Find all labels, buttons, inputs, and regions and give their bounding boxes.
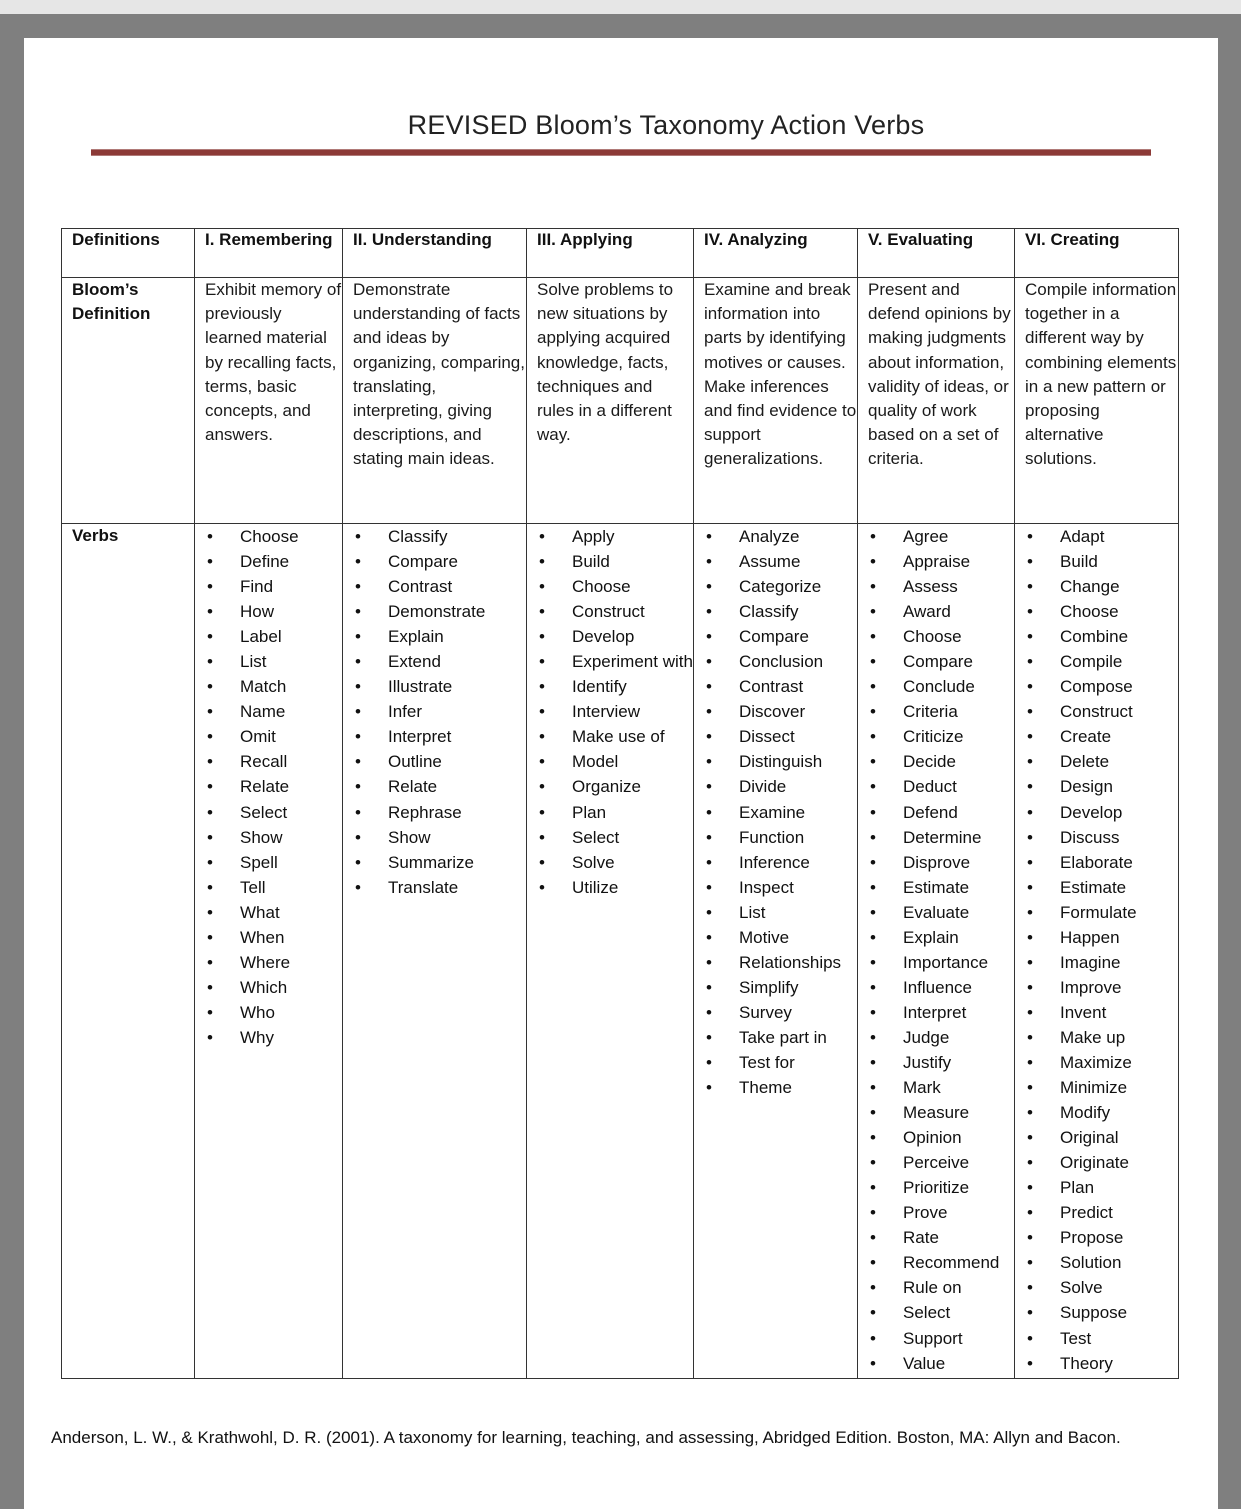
verb-item: • Perceive	[868, 1150, 1014, 1175]
verb-item: • Compare	[704, 624, 857, 649]
verb-item: • Select	[205, 800, 342, 825]
verb-item: • Analyze	[704, 524, 857, 549]
column-header-analyzing: IV. Analyzing	[694, 229, 858, 278]
definition-evaluating: Present and defend opinions by making judgments about information, validity of ideas, or quality of work based on a set of criteria.	[858, 278, 1015, 524]
verb-item: • Interpret	[353, 724, 526, 749]
verb-item: • Inspect	[704, 875, 857, 900]
verb-item: • Discover	[704, 699, 857, 724]
verb-item: • Construct	[537, 599, 693, 624]
verb-item: • Name	[205, 699, 342, 724]
verb-item: • Illustrate	[353, 674, 526, 699]
verb-item: • Original	[1025, 1125, 1178, 1150]
verb-item: • Theory	[1025, 1351, 1178, 1376]
verb-item: • Demonstrate	[353, 599, 526, 624]
verbs-cell-analyzing	[694, 524, 858, 1379]
verb-item: • Select	[868, 1300, 1014, 1325]
verb-item: • Design	[1025, 774, 1178, 799]
verb-item: • Originate	[1025, 1150, 1178, 1175]
verb-item: • Opinion	[868, 1125, 1014, 1150]
definition-creating: Compile information together in a different way by combining elements in a new pattern or proposing alternative solutions.	[1015, 278, 1179, 524]
verb-item: • Plan	[537, 800, 693, 825]
verb-item: • Translate	[353, 875, 526, 900]
definition-row	[62, 278, 1179, 524]
corner-header: Definitions	[62, 229, 195, 278]
verb-item: • Conclude	[868, 674, 1014, 699]
verb-item: • Improve	[1025, 975, 1178, 1000]
verb-item: • Develop	[1025, 800, 1178, 825]
verb-item: • Importance	[868, 950, 1014, 975]
verb-item: • Choose	[868, 624, 1014, 649]
verb-item: • Function	[704, 825, 857, 850]
title-divider	[91, 149, 1151, 156]
verb-item: • Model	[537, 749, 693, 774]
verbs-list-applying	[537, 524, 693, 900]
verb-item: • Evaluate	[868, 900, 1014, 925]
verb-item: • Minimize	[1025, 1075, 1178, 1100]
verb-item: • Choose	[537, 574, 693, 599]
verb-item: • Influence	[868, 975, 1014, 1000]
verb-item: • Survey	[704, 1000, 857, 1025]
verb-item: • Who	[205, 1000, 342, 1025]
verb-item: • Prioritize	[868, 1175, 1014, 1200]
verb-item: • Justify	[868, 1050, 1014, 1075]
verb-item: • Predict	[1025, 1200, 1178, 1225]
definition-understanding: Demonstrate understanding of facts and ideas by organizing, comparing, translating, interpreting, giving descriptions, and stating main ideas.	[343, 278, 527, 524]
verbs-cell-remembering	[195, 524, 343, 1379]
verb-item: • Interview	[537, 699, 693, 724]
verb-item: • Assume	[704, 549, 857, 574]
verb-item: • Show	[205, 825, 342, 850]
verb-item: • Propose	[1025, 1225, 1178, 1250]
verb-item: • Theme	[704, 1075, 857, 1100]
header-row	[62, 229, 1179, 278]
verb-item: • Relate	[353, 774, 526, 799]
verb-item: • Inference	[704, 850, 857, 875]
verb-item: • Summarize	[353, 850, 526, 875]
taxonomy-table	[61, 228, 1179, 1379]
verb-item: • Build	[1025, 549, 1178, 574]
verb-item: • Criteria	[868, 699, 1014, 724]
verb-item: • Suppose	[1025, 1300, 1178, 1325]
verb-item: • Outline	[353, 749, 526, 774]
verb-item: • Delete	[1025, 749, 1178, 774]
verb-item: • Modify	[1025, 1100, 1178, 1125]
verb-item: • Make up	[1025, 1025, 1178, 1050]
column-header-creating: VI. Creating	[1015, 229, 1179, 278]
verb-item: • Identify	[537, 674, 693, 699]
verb-item: • Find	[205, 574, 342, 599]
verbs-list-analyzing	[704, 524, 857, 1100]
verbs-list-creating	[1025, 524, 1178, 1376]
verbs-row	[62, 524, 1179, 1379]
verb-item: • Appraise	[868, 549, 1014, 574]
verb-item: • Invent	[1025, 1000, 1178, 1025]
verbs-list-remembering	[205, 524, 342, 1050]
verb-item: • Defend	[868, 800, 1014, 825]
verb-item: • Test for	[704, 1050, 857, 1075]
verb-item: • List	[205, 649, 342, 674]
verb-item: • Tell	[205, 875, 342, 900]
verb-item: • Plan	[1025, 1175, 1178, 1200]
verb-item: • Create	[1025, 724, 1178, 749]
verb-item: • Divide	[704, 774, 857, 799]
verb-item: • Label	[205, 624, 342, 649]
verb-item: • Explain	[353, 624, 526, 649]
verb-item: • Spell	[205, 850, 342, 875]
verb-item: • Solve	[1025, 1275, 1178, 1300]
verbs-list-evaluating	[868, 524, 1014, 1376]
verb-item: • Adapt	[1025, 524, 1178, 549]
verb-item: • Deduct	[868, 774, 1014, 799]
verb-item: • Show	[353, 825, 526, 850]
verb-item: • Test	[1025, 1326, 1178, 1351]
verb-item: • Dissect	[704, 724, 857, 749]
verb-item: • List	[704, 900, 857, 925]
verb-item: • Infer	[353, 699, 526, 724]
verb-item: • Agree	[868, 524, 1014, 549]
verb-item: • Categorize	[704, 574, 857, 599]
verb-item: • Criticize	[868, 724, 1014, 749]
verb-item: • Compile	[1025, 649, 1178, 674]
verb-item: • Where	[205, 950, 342, 975]
verb-item: • Support	[868, 1326, 1014, 1351]
citation: Anderson, L. W., & Krathwohl, D. R. (2001). A taxonomy for learning, teaching, and assessing, Abridged Edition. Boston, MA: Allyn and Bacon.	[51, 1428, 1121, 1447]
verb-item: • Solve	[537, 850, 693, 875]
verb-item: • Simplify	[704, 975, 857, 1000]
verb-item: • Prove	[868, 1200, 1014, 1225]
verb-item: • Apply	[537, 524, 693, 549]
verb-item: • Formulate	[1025, 900, 1178, 925]
definition-remembering: Exhibit memory of previously learned material by recalling facts, terms, basic concepts, and answers.	[195, 278, 343, 524]
verbs-cell-creating	[1015, 524, 1179, 1379]
column-header-understanding: II. Understanding	[343, 229, 527, 278]
verb-item: • Motive	[704, 925, 857, 950]
verb-item: • Extend	[353, 649, 526, 674]
verb-item: • What	[205, 900, 342, 925]
verb-item: • Rate	[868, 1225, 1014, 1250]
verbs-cell-evaluating	[858, 524, 1015, 1379]
verb-item: • Relationships	[704, 950, 857, 975]
definition-row-label: Bloom’s Definition	[62, 278, 195, 524]
verb-item: • Recommend	[868, 1250, 1014, 1275]
verb-item: • Construct	[1025, 699, 1178, 724]
column-header-applying: III. Applying	[527, 229, 694, 278]
verb-item: • Solution	[1025, 1250, 1178, 1275]
verb-item: • Recall	[205, 749, 342, 774]
viewer-top-bar	[0, 0, 1241, 14]
verb-item: • Value	[868, 1351, 1014, 1376]
verb-item: • Conclusion	[704, 649, 857, 674]
verb-item: • Make use of	[537, 724, 693, 749]
verb-item: • Select	[537, 825, 693, 850]
verb-item: • Contrast	[704, 674, 857, 699]
verb-item: • Compare	[868, 649, 1014, 674]
verb-item: • Develop	[537, 624, 693, 649]
verb-item: • Experiment with	[537, 649, 693, 674]
verb-item: • Choose	[205, 524, 342, 549]
verb-item: • Examine	[704, 800, 857, 825]
verb-item: • Change	[1025, 574, 1178, 599]
verb-item: • Distinguish	[704, 749, 857, 774]
verb-item: • Contrast	[353, 574, 526, 599]
verb-item: • Decide	[868, 749, 1014, 774]
verb-item: • Compose	[1025, 674, 1178, 699]
verb-item: • Determine	[868, 825, 1014, 850]
verbs-cell-applying	[527, 524, 694, 1379]
verb-item: • Why	[205, 1025, 342, 1050]
verb-item: • When	[205, 925, 342, 950]
verb-item: • Utilize	[537, 875, 693, 900]
verb-item: • Define	[205, 549, 342, 574]
verb-item: • Combine	[1025, 624, 1178, 649]
column-header-remembering: I. Remembering	[195, 229, 343, 278]
verb-item: • Estimate	[868, 875, 1014, 900]
verb-item: • Estimate	[1025, 875, 1178, 900]
verb-item: • Award	[868, 599, 1014, 624]
verb-item: • Disprove	[868, 850, 1014, 875]
definition-applying: Solve problems to new situations by applying acquired knowledge, facts, techniques and rules in a different way.	[527, 278, 694, 524]
verb-item: • Build	[537, 549, 693, 574]
document-title: REVISED Bloom’s Taxonomy Action Verbs	[407, 110, 925, 140]
verb-item: • Omit	[205, 724, 342, 749]
verb-item: • Which	[205, 975, 342, 1000]
verb-item: • Assess	[868, 574, 1014, 599]
verb-item: • Relate	[205, 774, 342, 799]
verb-item: • Organize	[537, 774, 693, 799]
verbs-list-understanding	[353, 524, 526, 900]
document-page	[24, 38, 1218, 1509]
verb-item: • Mark	[868, 1075, 1014, 1100]
verb-item: • Rephrase	[353, 800, 526, 825]
verbs-cell-understanding	[343, 524, 527, 1379]
column-header-evaluating: V. Evaluating	[858, 229, 1015, 278]
verb-item: • Discuss	[1025, 825, 1178, 850]
verb-item: • Elaborate	[1025, 850, 1178, 875]
verb-item: • How	[205, 599, 342, 624]
verb-item: • Compare	[353, 549, 526, 574]
verb-item: • Happen	[1025, 925, 1178, 950]
verb-item: • Judge	[868, 1025, 1014, 1050]
verb-item: • Explain	[868, 925, 1014, 950]
verb-item: • Match	[205, 674, 342, 699]
verb-item: • Measure	[868, 1100, 1014, 1125]
verb-item: • Choose	[1025, 599, 1178, 624]
definition-analyzing: Examine and break information into parts by identifying motives or causes. Make inferences and find evidence to support generalizations.	[694, 278, 858, 524]
verb-item: • Rule on	[868, 1275, 1014, 1300]
verb-item: • Classify	[353, 524, 526, 549]
verb-item: • Classify	[704, 599, 857, 624]
verbs-row-label: Verbs	[62, 524, 195, 1379]
verb-item: • Imagine	[1025, 950, 1178, 975]
verb-item: • Maximize	[1025, 1050, 1178, 1075]
verb-item: • Interpret	[868, 1000, 1014, 1025]
verb-item: • Take part in	[704, 1025, 857, 1050]
